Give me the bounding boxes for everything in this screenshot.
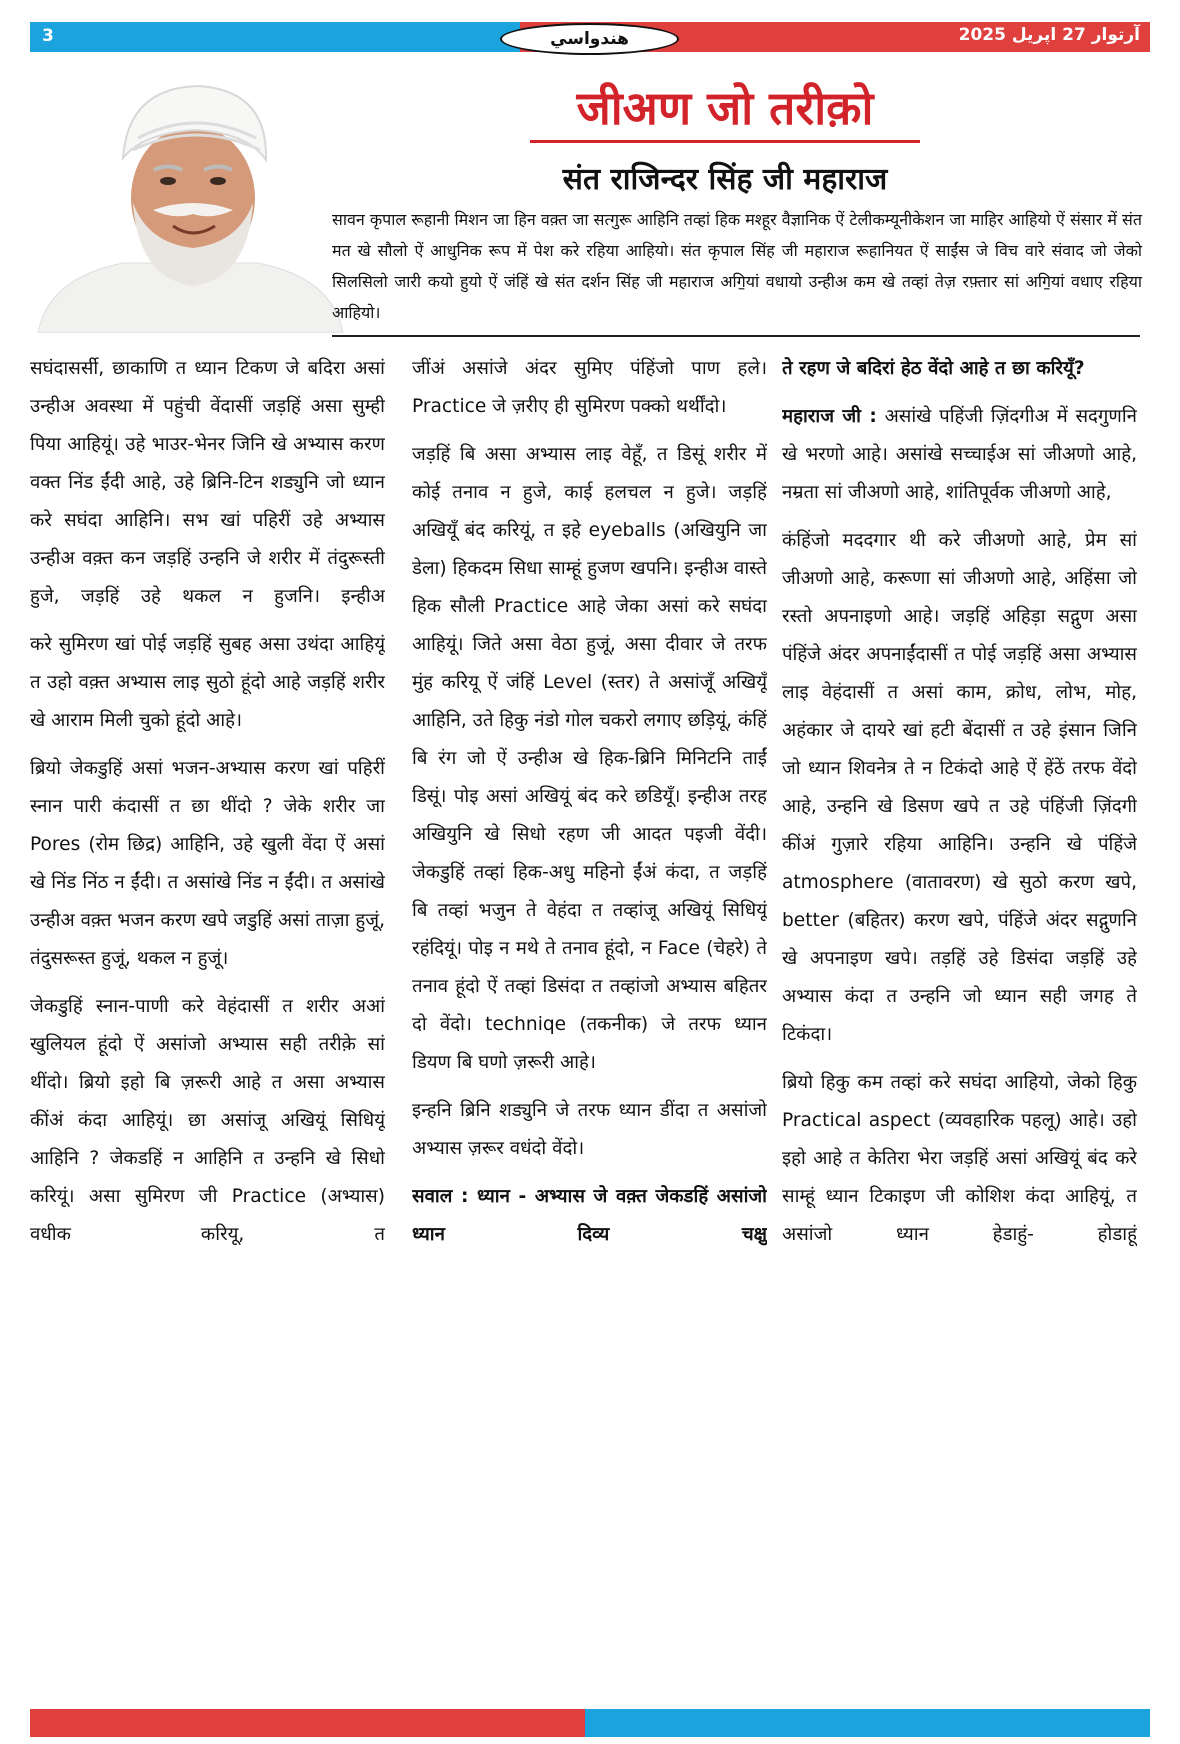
footer-band-blue [585, 1709, 1150, 1737]
paragraph: सघंदासर्सी, छाकाणि त ध्यान टिकण जे बदिरा असां उन्हीअ अवस्था में पहुंची वेंदासीं जड़हिं असा सुम्ही पिया आहियूं। उहे भाउर-भेनर जिनि खे अभ्यास करण वक्त निंड ईंदी आहे, उहे ब्रिनि-टिन शड्युनि जो ध्यान करे सघंदा आहिनि। सभ खां पहिरीं उहे अभ्यास उन्हीअ वक़्त कन जड़हिं उन्हनि जे शरीर में तंदुरूस्ती हुजे, जड़हिं उहे थकल न हुजनि। इन्हीअ [30, 358, 385, 607]
answer-label: महाराज जी : [782, 406, 877, 427]
footer-band-red [30, 1709, 585, 1737]
column-3 [782, 350, 1137, 1680]
dateline: آرتوار 27 اپريل 2025 [958, 25, 1140, 45]
question-heading: सवाल : ध्यान - अभ्यास जे वक़्त जेकडहिं असांजो ध्यान दिव्य चक्षु [412, 1186, 767, 1245]
paragraph: ब्रियो जेकडुहिं असां भजन-अभ्यास करण खां पहिरीं स्नान पारी कंदासीं त छा थींदो ? जेके शरीर जा Pores (रोम छिद्र) आहिनि, उहे खुली वेंदा ऐं असां खे निंड निंठ न ईंदी। त असांखे निंड न ईंदी। त असांखे उन्हीअ वक़्त भजन करण खपे जडुहिं असां ताज़ा हुजूं, तंदुसरूस्त हुजूं, थकल न हुजूं। [30, 758, 385, 969]
column-2 [412, 350, 767, 1680]
page-number: 3 [42, 26, 54, 46]
article-author: संत राजिन्दर सिंह जी महाराज [562, 162, 888, 197]
paragraph: ब्रियो हिकु कम तव्हां करे सघंदा आहियो, जेको हिकु Practical aspect (व्यवहारिक पहलू) आहे। उहो इहो आहे त केतिरा भेरा जड़हिं असां अखियूं बंद करे साम्हूं ध्यान टिकाइण जी कोशिश कंदा आहियूं, त असांजो ध्यान हेडाहुं- होडाहूं [782, 1072, 1137, 1245]
paragraph: इन्हनि ब्रिनि शड्युनि जे तरफ ध्यान डींदा त असांजो अभ्यास ज़रूर वधंदो वेंदो। [412, 1100, 767, 1159]
paragraph: करे सुमिरण खां पोई जड़हिं सुबह असा उथंदा आहियूं त उहो वक़्त अभ्यास लाइ सुठो हूंदो आहे जड़हिं शरीर खे आराम मिली चुको हूंदो आहे। [30, 634, 385, 731]
paragraph: जड़हिं बि असा अभ्यास लाइ वेहूँ, त डिसूं शरीर में कोई तनाव न हुजे, काई हलचल न हुजे। जड़हिं अखियूँ बंद करियूं, त इहे eyeballs (अखियुनि जा डेला) हिकदम सिधा साम्हूं हुजण खपनि। इन्हीअ वास्ते हिक सौली Practice आहे जेका असां करे सघंदा आहियूं। जिते असा वेठा हुजूं, असा दीवार जे तरफ मुंह करियू ऐं जंहिं Level (स्तर) ते असांजूँ अखियूँ आहिनि, उते हिकु नंडो गोल चकरो लगाए छड़ियूं, कंहिं बि रंग जो ऐं उन्हीअ खे हिक-ब्रिनि मिनिटनि ताईं डिसूं। पोइ असां अखियूं बंद करे छडियूँ। इन्हीअ तरह अखियुनि खे सिधो रहण जी आदत पइजी वेंदी। जेकडुहिं तव्हां हिक-अधु महिनो ईंअं कंदा, त जड़हिं बि तव्हां भजुन ते वेहंदा त तव्हांजू अखियूं सिधियूं रहंदियूं। पोइ न मथे ते तनाव हूंदो, न Face (चेहरे) ते तनाव हूंदो ऐं तव्हां डिसंदा त तव्हांजो अभ्यास बहितर दो वेंदो। techniqe (तकनीक) जे तरफ ध्यान डियण बि घणो ज़रूरी आहे। [412, 444, 767, 1073]
article-title: जीअण जो तरीक़ो [530, 78, 920, 143]
header-band-blue [30, 22, 520, 52]
paragraph: जेकडुहिं स्नान-पाणी करे वेहंदासीं त शरीर अआं खुलियल हूंदो ऐं असांजो अभ्यास सही तरीक़े सां थींदो। ब्रियो इहो बि ज़रूरी आहे त असा अभ्यास कींअं कंदा आहियूं। छा असांजू अखियूं सिधियूं आहिनि ? जेकडहिं न आहिनि त उन्हनि खे सिधो करियूं। असा सुमिरण जी Practice (अभ्यास) वधीक करियू, त [30, 996, 385, 1245]
column-1 [30, 350, 385, 1680]
intro-divider [332, 335, 1140, 337]
page-footer [30, 1709, 1150, 1737]
portrait-image [28, 78, 350, 333]
masthead-logo: هندواسي [500, 23, 679, 55]
portrait-icon [28, 78, 350, 333]
question-continuation: ते रहण जे बदिरां हेठ वेंदो आहे त छा करियूँ? [782, 358, 1085, 379]
article-intro: सावन कृपाल रूहानी मिशन जा हिन वक़्त जा सत्गुरू आहिनि तव्हां हिक मश्हूर वैज्ञानिक ऐं टेलीकम्यूनीकेशन जा माहिर आहियो ऐं संसार में संत मत खे सौलो ऐं आधुनिक रूप में पेश करे रहिया आहियो। संत कृपाल सिंह जी महाराज रूहानियत ऐं साईंस जे विच वारे संवाद जो जेको सिलसिलो जारी कयो हुयो ऐं जंहिं खे संत दर्शन सिंह जी महाराज अगि॒यां वधायो उन्हीअ कम खे तव्हां तेज़ रफ़्तार सां अगि॒यां वधाए रहिया आहियो। [332, 210, 1142, 322]
answer-paragraph: महाराज जी : असांखे पहिंजी ज़िंदगीअ में सदगुणनि खे भरणो आहे। असांखे सच्चाईअ सां जीअणो आहे, नम्रता सां जीअणो आहे, शांतिपूर्वक जीअणो आहे, [782, 406, 1137, 503]
page-header [30, 22, 1150, 52]
paragraph: कंहिंजो मददगार थी करे जीअणो आहे, प्रेम सां जीअणो आहे, करूणा सां जीअणो आहे, अहिंसा जो रस्तो अपनाइणो आहे। जड़हिं अहिड़ा सद्गुण असा पंहिंजे अंदर अपनाईंदासीं त पोई जड़हिं असा अभ्यास लाइ वेहंदासीं त असां काम, क्रोध, लोभ, मोह, अहंकार जे दायरे खां हटी बेंदासीं त उहे इंसान जिनि जो ध्यान शिवनेत्र ते न टिकंदो आहे ऐं हेंठें तरफ वेंदो आहे, उन्हनि खे डिसण खपे त उहे पंहिंजी ज़िंदगी कींअं गुज़ारे रहिया आहिनि। उन्हनि खे पंहिंजे atmosphere (वातावरण) खे सुठो करण खपे, better (बहितर) करण खपे, पंहिंजे अंदर सद्गुणनि खे अपनाइण खपे। तड़हिं उहे डिसंदा जड़हिं उहे अभ्यास कंदा त उन्हनि जो ध्यान सही जगह ते टिकंदा। [782, 530, 1137, 1045]
paragraph: जींअं असांजे अंदर सुमिए पंहिंजो पाण हले। Practice जे ज़रीए ही सुमिरण पक्को थर्थींदो। [412, 358, 767, 417]
